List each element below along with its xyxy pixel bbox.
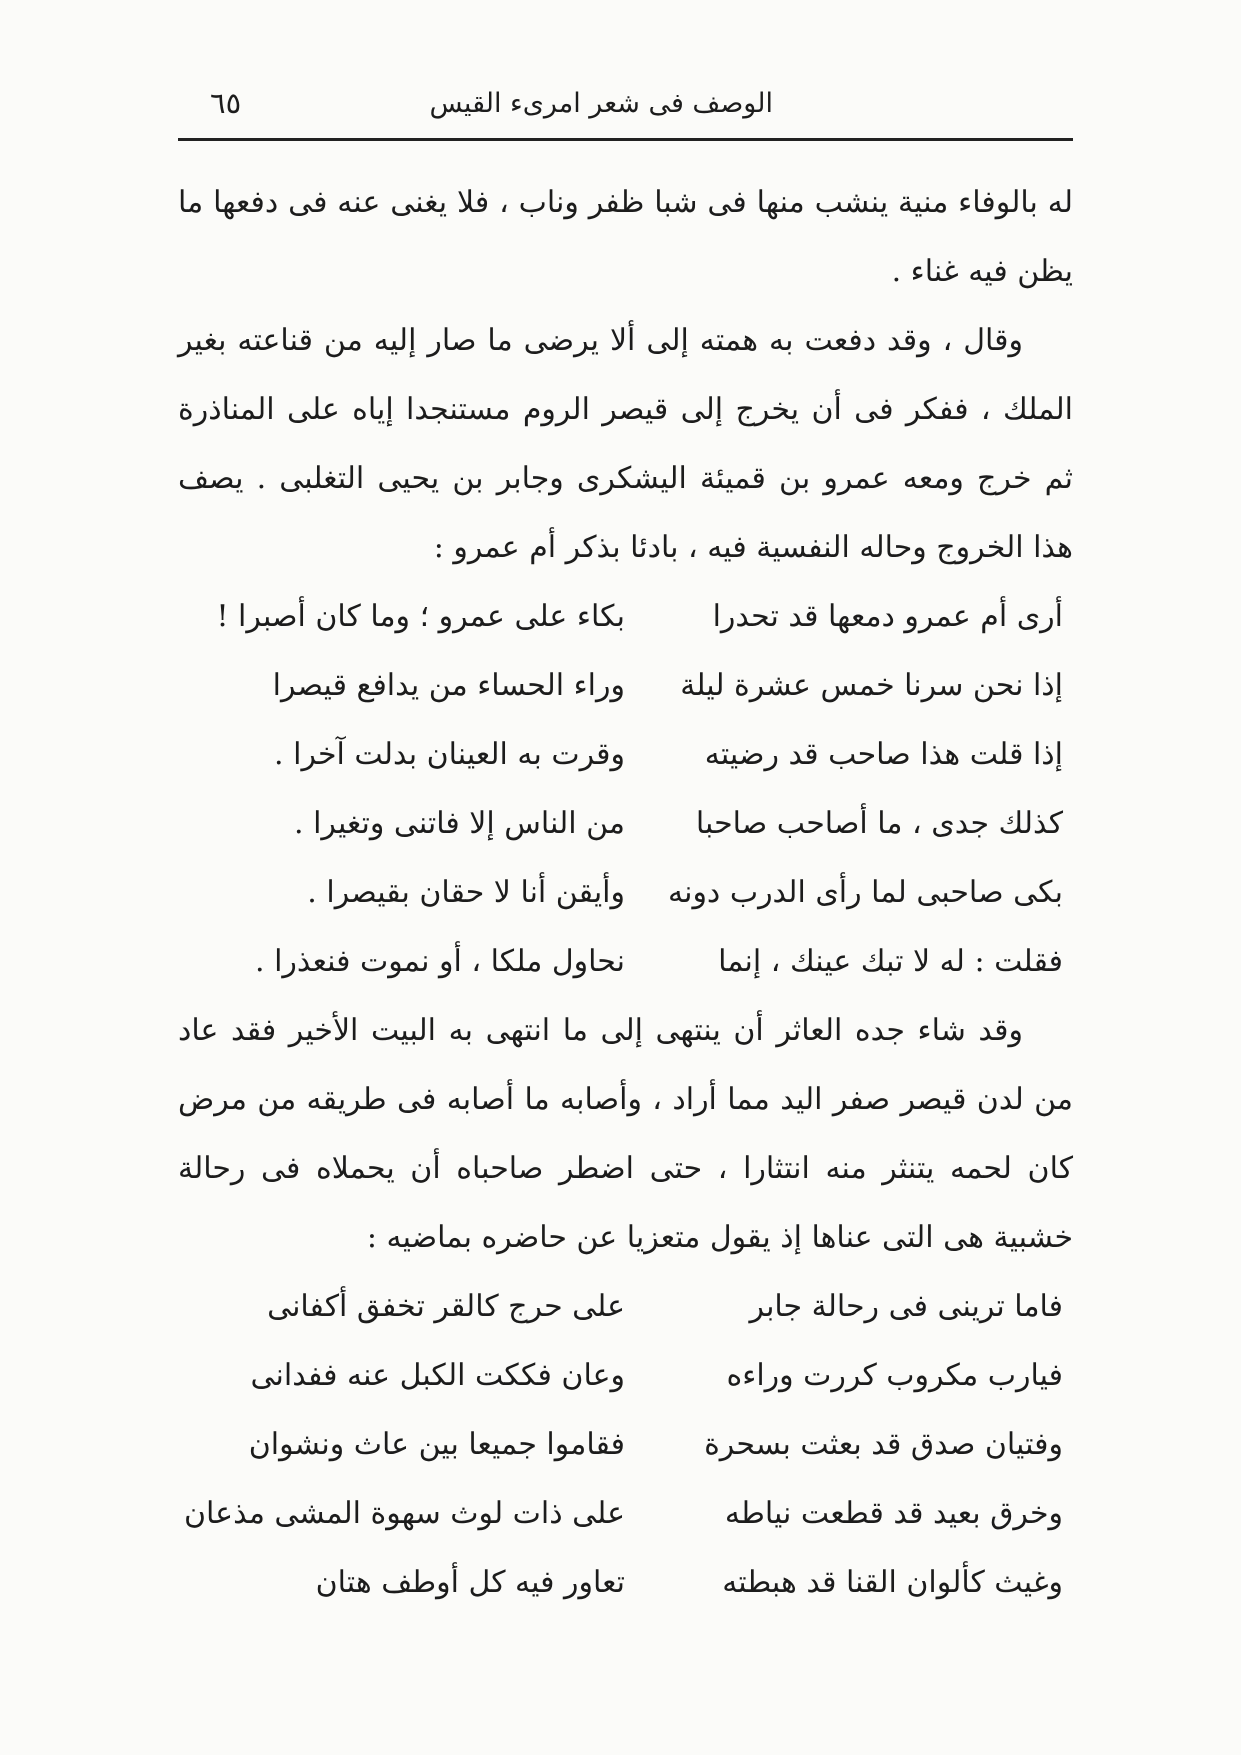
first-hemistich: أرى أم عمرو دمعها قد تحدرا (712, 599, 1063, 634)
header-rule (178, 138, 1073, 141)
poem-block-2 (178, 1272, 1073, 1617)
first-hemistich: وخرق بعيد قد قطعت نياطه (724, 1496, 1063, 1531)
second-hemistich: تعاور فيه كل أوطف هتان (315, 1565, 625, 1600)
verse-line (178, 858, 1073, 927)
verse-line (178, 582, 1073, 651)
first-hemistich: كذلك جدى ، ما أصاحب صاحبا (695, 806, 1063, 841)
second-hemistich: وأيقن أنا لا حقان بقيصرا . (307, 875, 625, 910)
first-hemistich: بكى صاحبى لما رأى الدرب دونه (668, 875, 1063, 910)
second-hemistich: نحاول ملكا ، أو نموت فنعذرا . (255, 944, 625, 979)
running-title: الوصف فى شعر امرىء القيس (429, 88, 773, 119)
second-hemistich: فقاموا جميعا بين عاث ونشوان (248, 1427, 625, 1462)
second-hemistich: وراء الحساء من يدافع قيصرا (272, 668, 625, 703)
second-hemistich: على ذات لوث سهوة المشى مذعان (184, 1496, 625, 1531)
second-hemistich: بكاء على عمرو ؛ وما كان أصبرا ! (216, 599, 625, 634)
verse-line (178, 1548, 1073, 1617)
verse-line (178, 1410, 1073, 1479)
first-hemistich: فيارب مكروب كررت وراءه (726, 1358, 1063, 1393)
poem-block-1 (178, 582, 1073, 996)
first-hemistich: إذا قلت هذا صاحب قد رضيته (704, 737, 1063, 772)
second-hemistich: وقرت به العينان بدلت آخرا . (274, 737, 625, 772)
first-hemistich: فقلت : له لا تبك عينك ، إنما (718, 944, 1063, 979)
verse-line (178, 1272, 1073, 1341)
first-hemistich: فاما ترينى فى رحالة جابر (749, 1289, 1063, 1324)
verse-line (178, 1479, 1073, 1548)
page-header (178, 80, 1073, 130)
first-hemistich: إذا نحن سرنا خمس عشرة ليلة (680, 668, 1063, 703)
verse-line (178, 720, 1073, 789)
second-hemistich: من الناس إلا فاتنى وتغيرا . (294, 806, 625, 841)
verse-line (178, 651, 1073, 720)
page-number: ٦٥ (210, 86, 242, 120)
paragraph: وقد شاء جده العاثر أن ينتهى إلى ما انتهى به البيت الأخير فقد عاد من لدن قيصر صفر اليد مما أراد ، وأصابه ما أصابه فى طريقه من مرض كان لحمه يتنثر منه انتثارا ، حتى اضطر صاحباه أن يحملاه فى رحالة خشبية هى التى عناها إذ يقول متعزيا عن حاضره بماضيه : (178, 1013, 1073, 1255)
first-hemistich: وفتيان صدق قد بعثت بسحرة (704, 1427, 1063, 1462)
first-hemistich: وغيث كألوان القنا قد هبطته (722, 1565, 1063, 1600)
verse-line (178, 1341, 1073, 1410)
second-hemistich: على حرج كالقر تخفق أكفانى (267, 1289, 625, 1324)
verse-line (178, 789, 1073, 858)
page-body (178, 168, 1073, 1617)
second-hemistich: وعان فككت الكبل عنه ففدانى (250, 1358, 625, 1393)
verse-line (178, 927, 1073, 996)
paragraph: له بالوفاء منية ينشب منها فى شبا ظفر وناب ، فلا يغنى عنه فى دفعها ما يظن فيه غناء . (178, 185, 1073, 289)
paragraph: وقال ، وقد دفعت به همته إلى ألا يرضى ما صار إليه من قناعته بغير الملك ، ففكر فى أن يخرج إلى قيصر الروم مستنجدا إياه على المناذرة ثم خرج ومعه عمرو بن قميئة اليشكرى وجابر بن يحيى التغلبى . يصف هذا الخروج وحاله النفسية فيه ، بادئا بذكر أم عمرو : (178, 323, 1073, 565)
